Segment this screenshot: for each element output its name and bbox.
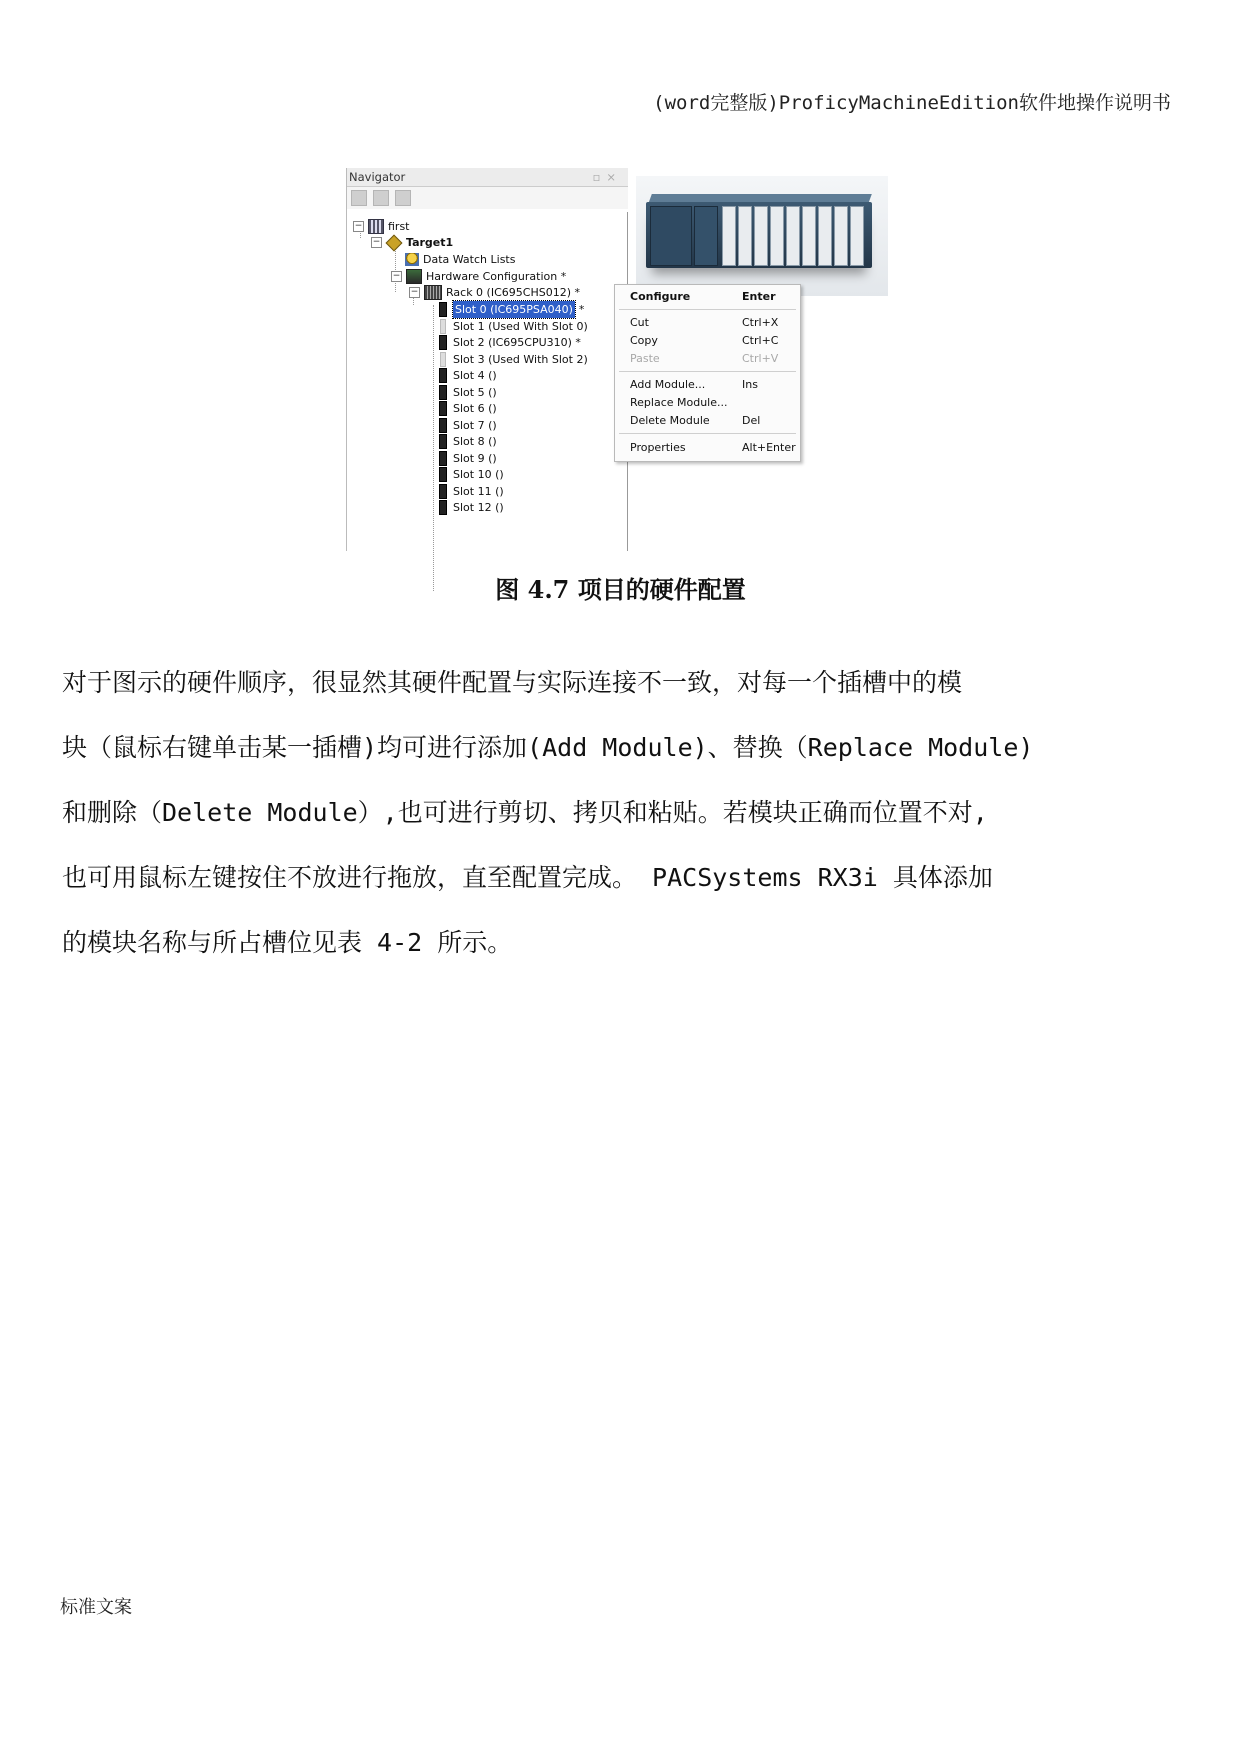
navigator-panel [346, 168, 628, 551]
tree-item-slot-11[interactable]: Slot 11 () [435, 483, 504, 500]
body-line: 对于图示的硬件顺序，很显然其硬件配置与实际连接不一致，对每一个插槽中的模 [62, 668, 963, 697]
empty-slot-icon [440, 319, 446, 334]
module-icon [439, 302, 447, 317]
tree-item-slot-1[interactable]: Slot 1 (Used With Slot 0) [435, 318, 588, 335]
navigator-toolbar [347, 187, 628, 209]
module-icon [439, 451, 447, 466]
context-menu [614, 284, 801, 462]
body-line: 的模块名称与所占槽位见表 4-2 所示。 [62, 928, 513, 957]
menu-item-copy[interactable]: Copy Ctrl+C [630, 334, 779, 347]
page-header: (word完整版)ProficyMachineEdition软件地操作说明书 [653, 92, 1171, 114]
body-line: 和删除（Delete Module）,也可进行剪切、拷贝和粘贴。若模块正确而位置不对, [62, 798, 988, 827]
navigator-titlebar [347, 168, 628, 187]
tree-item-slot-2[interactable]: Slot 2 (IC695CPU310) * [435, 334, 581, 351]
menu-item-configure[interactable]: Configure Enter [630, 290, 776, 303]
tree-item-target[interactable]: − Target1 [372, 236, 454, 249]
body-line: 块（鼠标右键单击某一插槽)均可进行添加(Add Module)、替换（Replace Module) [62, 733, 1034, 762]
module-icon [439, 418, 447, 433]
figure-caption: 图 4.7 项目的硬件配置 [495, 575, 746, 604]
menu-item-paste: Paste Ctrl+V [630, 352, 779, 365]
tree-item-slot-9[interactable]: Slot 9 () [435, 450, 497, 467]
menu-item-properties[interactable]: Properties Alt+Enter [630, 441, 796, 454]
tree-item-slot-7[interactable]: Slot 7 () [435, 417, 497, 434]
rx3i-rack-photo [636, 176, 888, 296]
tree-item-slot-10[interactable]: Slot 10 () [435, 466, 504, 483]
data-watch-icon [405, 253, 419, 266]
tree-item-slot-8[interactable]: Slot 8 () [435, 433, 497, 450]
page-footer: 标准文案 [60, 1597, 132, 1618]
empty-slot-icon [440, 352, 446, 367]
pin-close-icons[interactable]: ▫× [592, 170, 622, 184]
tree-item-slot-4[interactable]: Slot 4 () [435, 367, 497, 384]
menu-item-cut[interactable]: Cut Ctrl+X [630, 316, 779, 329]
collapse-icon[interactable]: − [410, 287, 419, 297]
collapse-icon[interactable]: − [392, 271, 401, 281]
tree-item-project[interactable]: − first [354, 220, 410, 233]
tree-item-hardware-configuration[interactable]: − Hardware Configuration * [392, 270, 567, 283]
properties-view-icon[interactable] [373, 190, 389, 206]
tree-view-icon[interactable] [351, 190, 367, 206]
module-icon [439, 385, 447, 400]
rack-icon [424, 285, 442, 300]
project-icon [368, 219, 384, 234]
body-paragraph [62, 650, 1192, 975]
tree-item-slot-3[interactable]: Slot 3 (Used With Slot 2) [435, 351, 588, 368]
collapse-icon[interactable]: − [372, 237, 381, 247]
tree-item-data-watch-lists[interactable]: Data Watch Lists [405, 251, 515, 268]
module-icon [439, 500, 447, 515]
module-icon [439, 467, 447, 482]
tree-item-slot-6[interactable]: Slot 6 () [435, 400, 497, 417]
tree-item-slot-5[interactable]: Slot 5 () [435, 384, 497, 401]
module-icon [439, 401, 447, 416]
module-icon [439, 368, 447, 383]
tree-item-slot-12[interactable]: Slot 12 () [435, 499, 504, 516]
module-icon [439, 434, 447, 449]
menu-item-replace-module[interactable]: Replace Module... [630, 396, 728, 409]
project-tree [347, 212, 628, 551]
hardware-config-icon [406, 269, 422, 284]
body-line: 也可用鼠标左键按住不放进行拖放，直至配置完成。 PACSystems RX3i 具体添加 [62, 863, 993, 892]
module-icon [439, 484, 447, 499]
grid-view-icon[interactable] [395, 190, 411, 206]
menu-item-delete-module[interactable]: Delete Module Del [630, 414, 761, 427]
menu-item-add-module[interactable]: Add Module... Ins [630, 378, 758, 391]
tree-item-slot-0[interactable] [435, 301, 584, 318]
tree-item-rack-0[interactable]: − Rack 0 (IC695CHS012) * [410, 286, 580, 299]
collapse-icon[interactable]: − [354, 221, 363, 231]
selected-slot-label: Slot 0 (IC695PSA040) [455, 303, 573, 316]
modified-marker: * [578, 303, 585, 316]
hardware-config-figure [346, 168, 906, 551]
module-icon [439, 335, 447, 350]
target-icon [386, 234, 403, 251]
navigator-title: Navigator [349, 170, 406, 184]
